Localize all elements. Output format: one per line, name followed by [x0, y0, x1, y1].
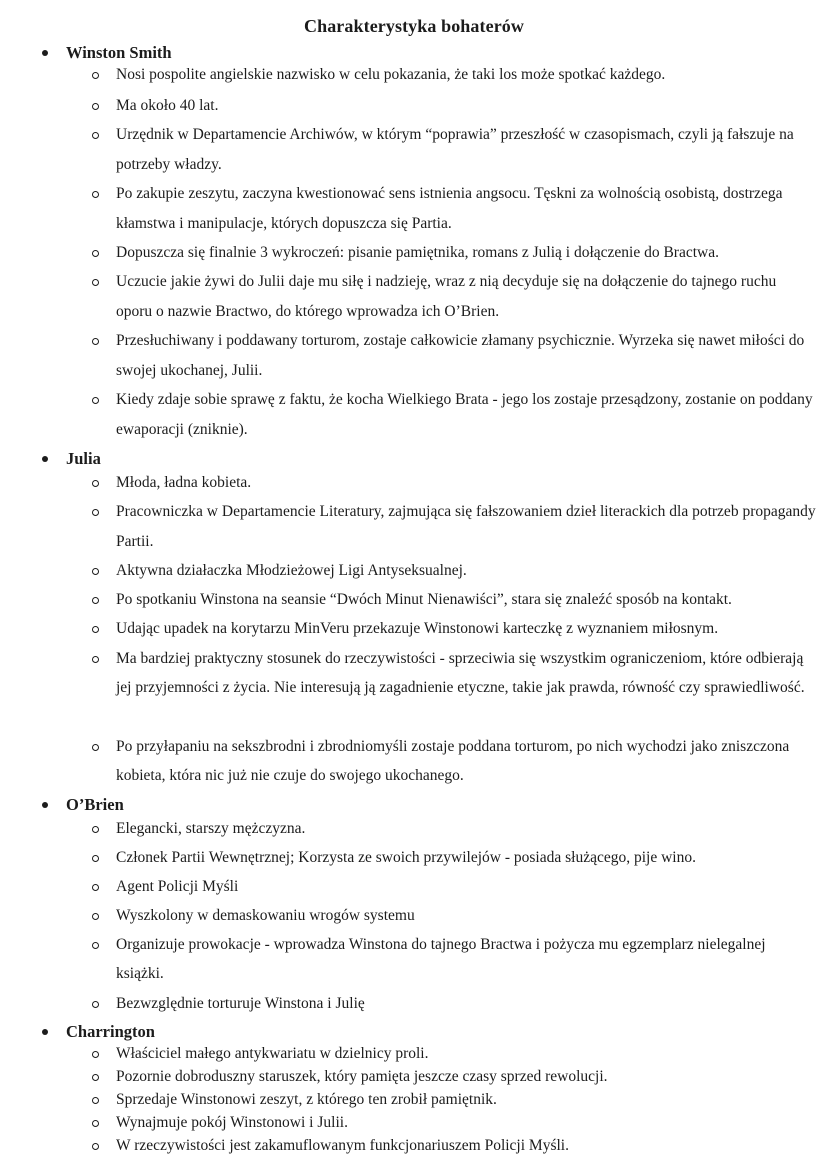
circle-bullet-icon — [92, 884, 99, 891]
bullet-icon — [42, 456, 48, 462]
circle-bullet-icon — [92, 250, 99, 257]
page-title: Charakterystyka bohaterów — [304, 16, 524, 36]
circle-bullet-icon — [92, 597, 99, 604]
list-item-text: Właściciel małego antykwariatu w dzielnicy proli. — [116, 1045, 429, 1062]
list-item-text: Agent Policji Myśli — [116, 878, 239, 895]
circle-bullet-icon — [92, 509, 99, 516]
list-item-text: Sprzedaje Winstonowi zeszyt, z którego ten zrobił pamiętnik. — [116, 1091, 497, 1108]
circle-bullet-icon — [92, 1051, 99, 1058]
circle-bullet-icon — [92, 397, 99, 404]
circle-bullet-icon — [92, 1120, 99, 1127]
list-item-text: Urzędnik w Departamencie Archiwów, w którym “poprawia” przeszłość w czasopismach, czyli ją fałszuje na potrzeby władzy. — [116, 126, 794, 173]
circle-bullet-icon — [92, 656, 99, 663]
list-item-text: Ma około 40 lat. — [116, 97, 219, 114]
list-item-text: Ma bardziej praktyczny stosunek do rzeczywistości - sprzeciwia się wszystkim ograniczeniom, które odbierają jej przyjemności z życia. Nie interesują ją zagadnienie etyczne, takie jak prawda, równość czy sprawiedliwość. — [116, 650, 805, 696]
bullet-icon — [42, 50, 48, 56]
section-heading-text: O’Brien — [66, 795, 124, 814]
list-item-text: Udając upadek na korytarzu MinVeru przekazuje Winstonowi karteczkę z wyznaniem miłosnym. — [116, 620, 719, 637]
bullet-icon — [42, 802, 48, 808]
circle-bullet-icon — [92, 191, 99, 198]
bullet-icon — [42, 1029, 48, 1035]
circle-bullet-icon — [92, 1097, 99, 1104]
circle-bullet-icon — [92, 338, 99, 345]
list-item-text: Po spotkaniu Winstona na seansie “Dwóch Minut Nienawiści”, stara się znaleźć sposób na kontakt. — [116, 591, 732, 608]
circle-bullet-icon — [92, 132, 99, 139]
list-item-text: Organizuje prowokacje - wprowadza Winstona do tajnego Bractwa i pożycza mu egzemplarz nielegalnej książki. — [116, 936, 766, 982]
list-item-text: Przesłuchiwany i poddawany torturom, zostaje całkowicie złamany psychicznie. Wyrzeka się nawet miłości do swojej ukochanej, Julii. — [116, 332, 805, 379]
circle-bullet-icon — [92, 826, 99, 833]
section-heading-text: Charrington — [66, 1022, 155, 1041]
list-item-text: Nosi pospolite angielskie nazwisko w celu pokazania, że taki los może spotkać każdego. — [116, 66, 666, 83]
circle-bullet-icon — [92, 913, 99, 920]
list-item-text: Członek Partii Wewnętrznej; Korzysta ze swoich przywilejów - posiada służącego, pije wino. — [116, 849, 696, 866]
circle-bullet-icon — [92, 626, 99, 633]
list-item-text: Wyszkolony w demaskowaniu wrogów systemu — [116, 907, 415, 924]
list-item-text: Po przyłapaniu na sekszbrodni i zbrodniomyśli zostaje poddana torturom, po nich wychodzi jako zniszczona kobieta, która nic już nie czuje do swojego ukochanego. — [116, 738, 790, 784]
circle-bullet-icon — [92, 279, 99, 286]
list-item-text: Kiedy zdaje sobie sprawę z faktu, że kocha Wielkiego Brata - jego los zostaje przesądzony, zostanie on poddany ewaporacji (zniknie). — [116, 391, 813, 438]
list-item-text: Uczucie jakie żywi do Julii daje mu siłę i nadzieję, wraz z nią decyduje się na dołączenie do tajnego ruchu oporu o nazwie Bractwo, do którego wprowadza ich O’Brien. — [116, 273, 777, 320]
circle-bullet-icon — [92, 942, 99, 949]
section-heading-text: Julia — [66, 449, 101, 468]
circle-bullet-icon — [92, 103, 99, 110]
list-item-text: Dopuszcza się finalnie 3 wykroczeń: pisanie pamiętnika, romans z Julią i dołączenie do Bractwa. — [116, 244, 719, 261]
list-item-text: Elegancki, starszy mężczyzna. — [116, 820, 306, 837]
list-item-text: Młoda, ładna kobieta. — [116, 474, 252, 491]
list-item-text: Bezwzględnie torturuje Winstona i Julię — [116, 995, 365, 1012]
circle-bullet-icon — [92, 1001, 99, 1008]
circle-bullet-icon — [92, 744, 99, 751]
circle-bullet-icon — [92, 480, 99, 487]
list-item-text: Pracowniczka w Departamencie Literatury, zajmująca się fałszowaniem dzieł literackich dla potrzeb propagandy Partii. — [116, 503, 816, 550]
list-item-text: Wynajmuje pokój Winstonowi i Julii. — [116, 1114, 348, 1131]
circle-bullet-icon — [92, 568, 99, 575]
list-item-text: W rzeczywistości jest zakamuflowanym funkcjonariuszem Policji Myśli. — [116, 1137, 569, 1154]
list-item-text: Aktywna działaczka Młodzieżowej Ligi Antyseksualnej. — [116, 562, 467, 579]
circle-bullet-icon — [92, 1074, 99, 1081]
list-item-text: Po zakupie zeszytu, zaczyna kwestionować sens istnienia angsocu. Tęskni za wolnością osobistą, dostrzega kłamstwa i manipulacje, których dopuszcza się Partia. — [116, 185, 783, 232]
section-heading-text: Winston Smith — [66, 43, 172, 62]
list-item-text: Pozornie dobroduszny staruszek, który pamięta jeszcze czasy sprzed rewolucji. — [116, 1068, 608, 1085]
circle-bullet-icon — [92, 72, 99, 79]
circle-bullet-icon — [92, 855, 99, 862]
circle-bullet-icon — [92, 1143, 99, 1150]
